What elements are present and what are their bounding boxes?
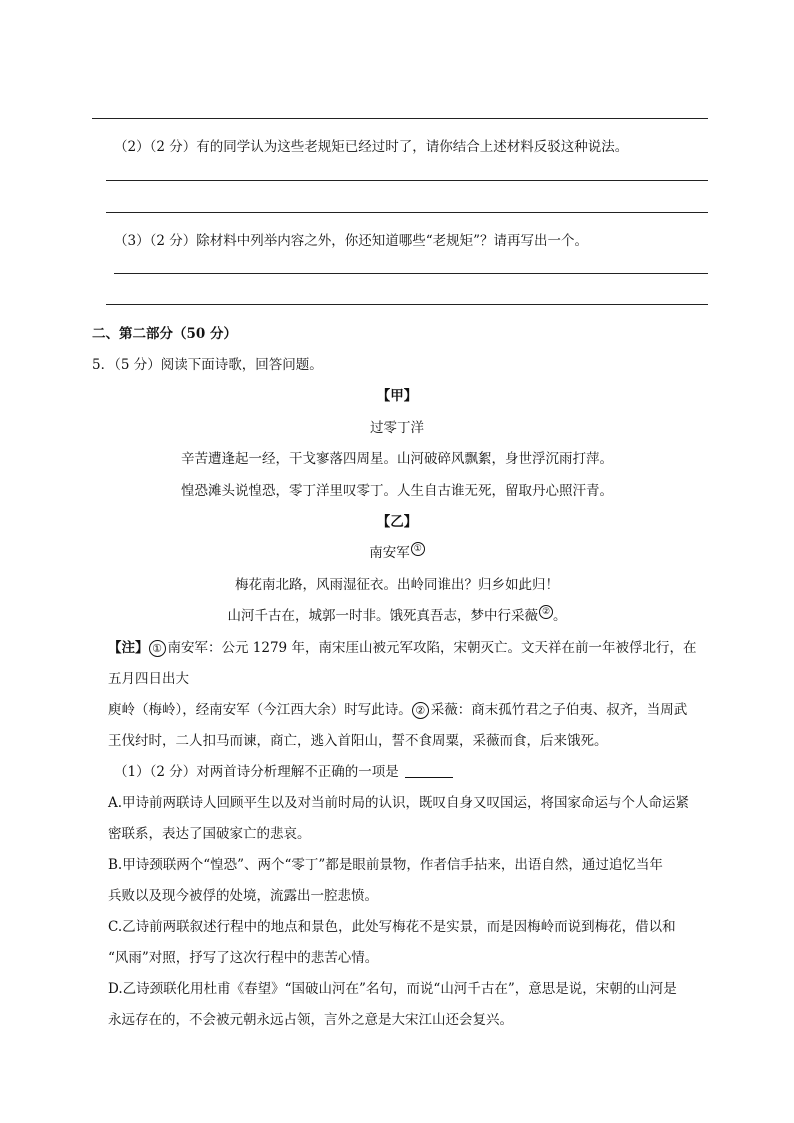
q4-sub2: （2）（2 分）有的同学认为这些老规矩已经过时了，请你结合上述材料反驳这种说法。 [114, 139, 629, 155]
poem-b-title: 南安军 [369, 545, 410, 561]
option-d-line1: D.乙诗颈联化用杜甫《春望》“国破山河在”名句，而说“山河千古在”，意思是说，宋朝的山河是 [108, 981, 677, 997]
note-text1: 南安军：公元 1279 年，南宋厓山被元军攻陷，宋朝灭亡。文天祥在前一年被俘北行，在 [167, 640, 697, 656]
answer-blank[interactable] [405, 763, 453, 778]
option-c-line2: “风雨”对照，抒写了这次行程中的悲苦心情。 [108, 950, 379, 966]
option-b-line2: 兵败以及现今被俘的处境，流露出一腔悲愤。 [108, 888, 378, 904]
note-circ2: ② [412, 702, 429, 719]
option-c-line1: C.乙诗前两联叙述行程中的地点和景色，此处写梅花不是实景，而是因梅岭而说到梅花，借以和 [108, 919, 676, 935]
poem-b-line2: 山河千古在，城郭一时非。饿死真吾志，梦中行采薇 [227, 608, 538, 624]
note-text3: 庾岭（梅岭），经南安军（今江西大余）时写此诗。 [108, 702, 412, 718]
note-text3b: 采薇：商末孤竹君之子伯夷、叔齐，当周武 [430, 702, 688, 718]
answer-line [106, 212, 708, 213]
poem-b-line1: 梅花南北路，风雨湿征衣。出岭同谁出？归乡如此归！ [235, 577, 559, 593]
poem-a-title: 过零丁洋 [370, 420, 424, 436]
answer-line [106, 304, 708, 305]
note-line4: 王伐纣时，二人扣马而谏，商亡，逃入首阳山，誓不食周粟，采薇而食，后来饿死。 [108, 733, 608, 749]
option-b-line1: B.甲诗颈联两个“惶恐”、两个“零丁”都是眼前景物，作者信手拈来，出语自然，通过追忆当年 [108, 857, 663, 873]
note-circ1: ① [149, 640, 166, 657]
option-a-line2: 密联系，表达了国破家亡的悲哀。 [108, 826, 311, 842]
footnote-marker: ② [539, 605, 553, 619]
poem-b-marker: 【乙】 [376, 514, 418, 530]
q5-sub1-stem: （1）（2 分）对两首诗分析理解不正确的一项是 [114, 764, 399, 780]
poem-a-line1: 辛苦遭逢起一经，干戈寥落四周星。山河破碎风飘絮，身世浮沉雨打萍。 [181, 451, 613, 467]
poem-b-line2-end: 。 [553, 608, 567, 624]
q5-stem: 5．（5 分）阅读下面诗歌，回答问题。 [92, 357, 323, 373]
note-label: 【注】 [108, 640, 149, 656]
note-line3 [108, 698, 687, 719]
answer-line [106, 180, 708, 181]
footnote-marker: ① [411, 542, 425, 556]
section2-title: 二、第二部分（50 分） [92, 326, 237, 342]
poem-a-marker: 【甲】 [376, 388, 418, 404]
note-line2: 五月四日出大 [108, 671, 189, 687]
poem-b-line2-row [0, 604, 794, 624]
option-d-line2: 永远存在的，不会被元朝永远占领，言外之意是大宋江山还会复兴。 [108, 1012, 513, 1028]
poem-b-title-row [0, 541, 794, 561]
q5-sub1 [114, 760, 453, 780]
q4-sub3: （3）（2 分）除材料中列举内容之外，你还知道哪些“老规矩”？请再写出一个。 [114, 233, 589, 249]
answer-line [92, 118, 708, 119]
option-a-line1: A.甲诗前两联诗人回顾平生以及对当前时局的认识，既叹自身又叹国运，将国家命运与个人命运紧 [108, 795, 690, 811]
note-line1 [108, 636, 696, 657]
answer-line [114, 273, 708, 274]
poem-a-line2: 惶恐滩头说惶恐，零丁洋里叹零丁。人生自古谁无死，留取丹心照汗青。 [181, 483, 613, 499]
